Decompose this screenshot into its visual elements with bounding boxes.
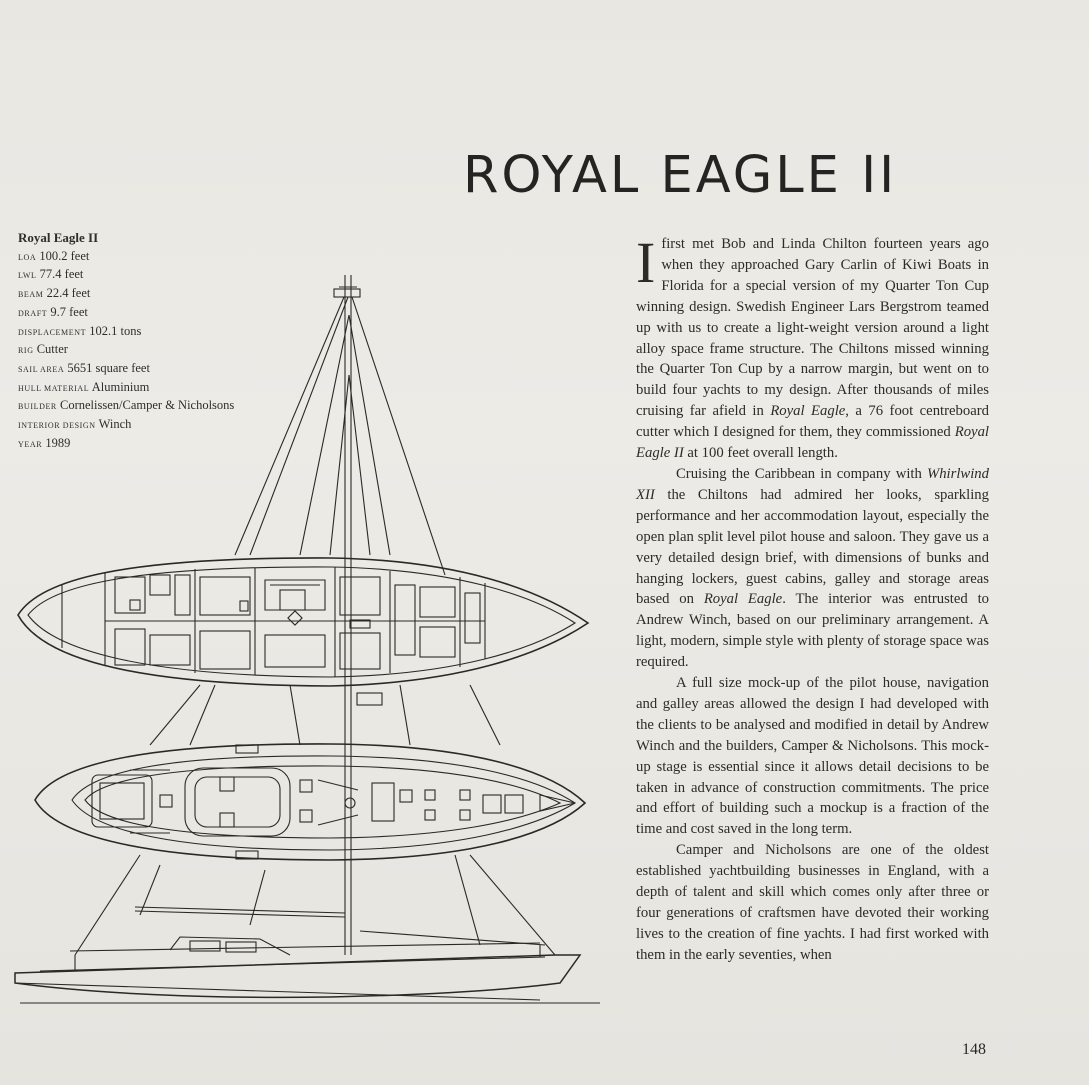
spec-value: 5651 square feet — [67, 360, 150, 375]
text-run-italic: Royal Eagle II — [636, 424, 989, 462]
paragraph-3: A full size mock-up of the pilot house, navigation and galley areas allowed the design I had developed with the clients to be analysed and modified in detail by Andrew Winch and the builders, Camper & Nicholsons. This mock-up stage is essential since it allows detail decisions to be taken in advance of construction commitments. The price and effort of building such a mockup is a fraction of the time and cost saved in the long term. — [636, 675, 989, 838]
spec-value: Cornelissen/Camper & Nicholsons — [60, 398, 235, 413]
spec-label: YEAR — [18, 439, 43, 449]
text-run-italic: Royal Eagle — [770, 403, 846, 420]
accommodation-plan — [18, 558, 588, 686]
spec-label: DRAFT — [18, 308, 48, 318]
spec-value: Aluminium — [91, 379, 150, 394]
spec-value: Cutter — [36, 342, 68, 357]
dropcap: I — [636, 230, 656, 295]
text-run-italic: Royal Eagle — [703, 591, 783, 608]
spec-label: LOA — [18, 252, 37, 262]
text-run: at 100 feet overall length. — [683, 445, 838, 462]
rigging — [75, 275, 555, 955]
text-run: the Chiltons had admired her looks, sparkling performance and her accommodation layout, especially the open plan split level pilot house and saloon. They gave us a very detailed design brief, with dimensions of bunks and hanging lockers, guest cabins, galley and storage areas based on — [636, 486, 989, 608]
spec-value: 9.7 feet — [50, 304, 88, 319]
spec-yacht-name: Royal Eagle II — [18, 230, 99, 245]
text-run: Cruising the Caribbean in company with — [676, 465, 927, 482]
article-body — [636, 230, 989, 966]
deck-plan — [35, 744, 585, 860]
spec-label: LWL — [18, 271, 37, 281]
spec-label: DISPLACEMENT — [18, 327, 87, 337]
spec-label: HULL MATERIAL — [18, 383, 90, 393]
yacht-drawing — [0, 252, 610, 1015]
paragraph-2 — [636, 464, 989, 673]
text-run: , a 76 foot centreboard cutter which I designed for them, they commissioned — [636, 403, 989, 441]
text-run: first met Bob and Linda Chilton fourteen years ago when they approached Gary Carlin of Kiwi Boats in Florida for a special version of my Quarter Ton Cup winning design. Swedish Engineer Lars Bergstrom teamed up with us to create a light-weight version around a light alloy space frame structure. The Chiltons missed winning the Quarter Ton Cup by a narrow margin, but went on to build four yachts to my design. After thousands of miles cruising far afield in — [636, 236, 989, 420]
paragraph-4: Camper and Nicholsons are one of the oldest established yachtbuilding businesses in England, with a depth of talent and skill which comes only after three or four generations of craftsmen have devoted their working lives to the creation of fine yachts. I had first worked with them in the early seventies, when — [636, 842, 989, 963]
spec-value: 1989 — [45, 435, 71, 450]
spec-value: Winch — [98, 417, 132, 432]
page-title: ROYAL EAGLE II — [463, 146, 898, 205]
spec-label: INTERIOR DESIGN — [18, 421, 96, 431]
spec-label: SAIL AREA — [18, 364, 65, 374]
spec-value: 22.4 feet — [46, 286, 91, 301]
spec-label: BEAM — [18, 290, 44, 300]
side-profile — [15, 907, 600, 1003]
spec-label: BUILDER — [18, 402, 57, 412]
spec-value: 77.4 feet — [39, 267, 84, 282]
text-run: . The interior was entrusted to Andrew Winch, based on our preliminary arrangement. A light, modern, simple style with plenty of storage space was required. — [636, 591, 989, 671]
spec-value: 102.1 tons — [89, 323, 142, 338]
spec-value: 100.2 feet — [39, 248, 90, 263]
paragraph-1 — [636, 230, 989, 464]
spec-label: RIG — [18, 346, 34, 356]
text-run-italic: Whirlwind XII — [636, 465, 989, 503]
page-number: 148 — [962, 1041, 986, 1058]
